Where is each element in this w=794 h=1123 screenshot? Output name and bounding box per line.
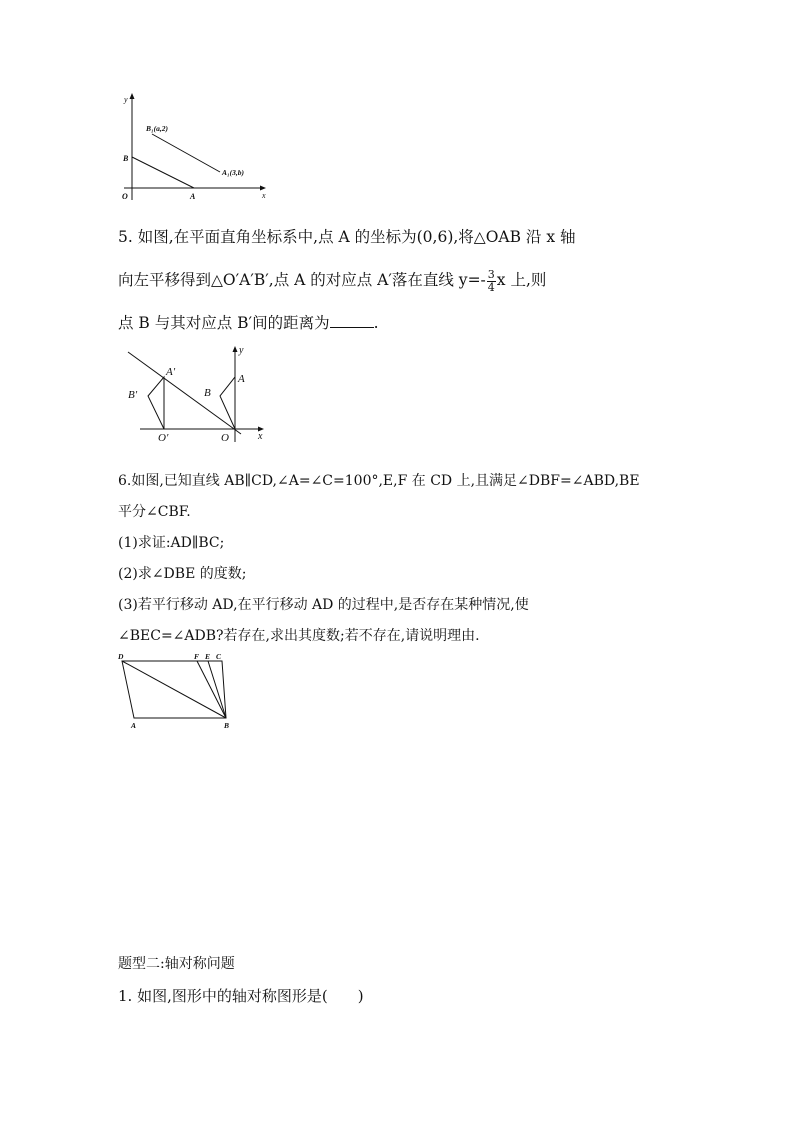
label-y: y — [124, 95, 128, 104]
segment-BA — [132, 157, 194, 188]
triangle-OAB — [220, 377, 235, 429]
label-E: E — [205, 652, 211, 661]
fraction-numerator: 3 — [487, 267, 495, 281]
label-A1: A₁(3,b) — [222, 168, 244, 177]
label-A: A — [238, 373, 245, 385]
label-B: B — [204, 387, 211, 399]
x-axis-arrow — [260, 186, 266, 191]
label-y: y — [239, 345, 244, 356]
label-O-prime: O′ — [158, 432, 169, 444]
question-6-part-3-cont: ∠BEC=∠ADB?若存在,求出其度数;若不存在,请说明理由. — [118, 628, 480, 644]
question-5-line-3 — [118, 302, 678, 345]
question-6 — [118, 466, 718, 652]
fraction-denominator: 4 — [487, 280, 495, 294]
label-x: x — [262, 191, 266, 200]
label-A-prime: A′ — [166, 366, 176, 378]
question-6-line-2: 平分∠CBF. — [118, 504, 191, 520]
triangle-O-prime-A-prime-B-prime — [148, 377, 164, 429]
question-5-line-2-b: x 上,则 — [496, 271, 547, 289]
answer-blank[interactable] — [330, 311, 374, 328]
figure-parallel-lines — [116, 650, 242, 732]
label-A: A — [131, 721, 137, 730]
question-6-part-2: (2)求∠DBE 的度数; — [118, 566, 247, 582]
question-5-line-3-a: 点 B 与其对应点 B′间的距离为 — [118, 314, 330, 332]
segment-B1A1 — [152, 134, 220, 172]
label-x: x — [258, 431, 263, 442]
question-5 — [118, 216, 678, 345]
question-6-part-1: (1)求证:AD∥BC; — [118, 535, 225, 551]
y-axis-arrow — [130, 93, 135, 99]
fraction-three-quarters — [487, 269, 496, 294]
y-axis-arrow — [233, 346, 238, 352]
label-O: O — [122, 192, 128, 201]
section-title: 题型二:轴对称问题 — [118, 956, 235, 972]
question-5-line-2-a: 向左平移得到△O′A′B′,点 A 的对应点 A′落在直线 y=- — [118, 271, 486, 289]
figure-triangle-translation — [120, 340, 280, 448]
question-5-line-1: 5. 如图,在平面直角坐标系中,点 A 的坐标为(0,6),将△OAB 沿 x 轴 — [118, 228, 576, 246]
label-B-prime: B′ — [128, 389, 138, 401]
label-B1: B₁(a,2) — [146, 124, 168, 133]
question-6-part-3: (3)若平行移动 AD,在平行移动 AD 的过程中,是否存在某种情况,使 — [118, 597, 529, 613]
label-F: F — [194, 652, 200, 661]
line-y-neg-three-quarters-x — [128, 352, 241, 434]
question-5-line-2 — [118, 259, 678, 302]
label-O: O — [221, 432, 229, 444]
label-B: B — [123, 154, 129, 163]
segment-BF — [197, 661, 226, 718]
label-A: A — [190, 192, 196, 201]
label-C: C — [216, 652, 222, 661]
label-D: D — [118, 652, 124, 661]
question-5-line-3-b: . — [373, 314, 379, 332]
question-1: 1. 如图,图形中的轴对称图形是( ) — [118, 987, 364, 1005]
label-B: B — [224, 721, 230, 730]
figure-coordinate-translation — [112, 88, 272, 204]
question-6-line-1: 6.如图,已知直线 AB∥CD,∠A=∠C=100°,E,F 在 CD 上,且满足∠DBF=∠ABD,BE — [118, 473, 640, 489]
